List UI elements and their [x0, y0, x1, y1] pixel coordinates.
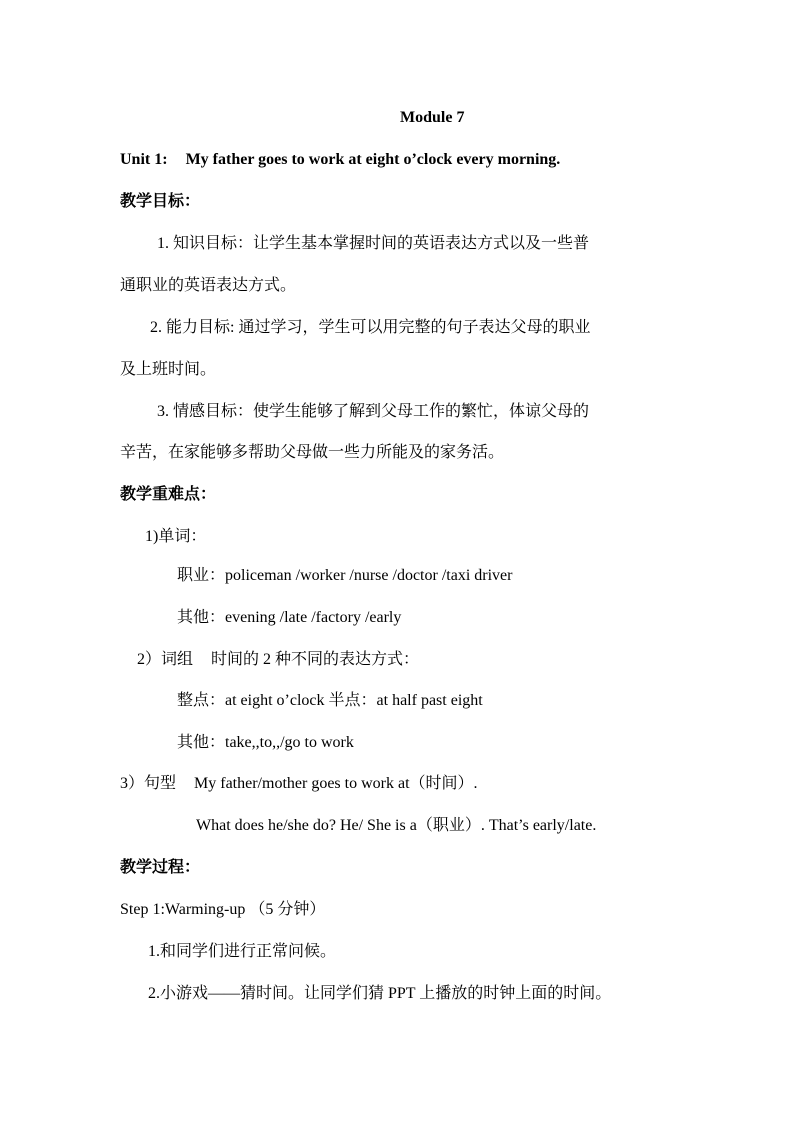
phrases-oclock: 整点：at eight o’clock 半点：at half past eight [177, 692, 483, 709]
phrases-text: 时间的 2 种不同的表达方式： [211, 651, 420, 668]
objective-knowledge-line-1: 1. 知识目标：让学生基本掌握时间的英语表达方式以及一些普 [157, 235, 590, 252]
objective-ability-line-2: 及上班时间。 [120, 361, 217, 378]
phrases-line [137, 650, 419, 670]
unit-label: Unit 1: [120, 151, 168, 168]
pattern-1: My father/mother goes to work at（时间）. [194, 775, 478, 792]
objective-emotion-line-1: 3. 情感目标：使学生能够了解到父母工作的繁忙，体谅父母的 [157, 403, 590, 420]
objective-emotion-line-2: 辛苦，在家能够多帮助父母做一些力所能及的家务活。 [120, 444, 505, 461]
patterns-line [120, 774, 478, 794]
objectives-heading: 教学目标： [120, 193, 201, 210]
patterns-label: 3）句型 [120, 775, 177, 792]
words-label: 1)单词： [145, 528, 207, 545]
unit-heading [120, 150, 560, 170]
phrases-label: 2）词组 [137, 651, 194, 668]
pattern-2: What does he/she do? He/ She is a（职业）. That’s early/late. [196, 817, 597, 834]
step-1-item-2: 2.小游戏——猜时间。让同学们猜 PPT 上播放的时钟上面的时间。 [148, 985, 612, 1002]
step-1-item-1: 1.和同学们进行正常问候。 [148, 943, 337, 960]
phrases-others: 其他：take,,to,,/go to work [177, 734, 354, 751]
objective-ability-line-1: 2. 能力目标: 通过学习，学生可以用完整的句子表达父母的职业 [150, 319, 591, 336]
step-1-heading: Step 1:Warming-up （5 分钟） [120, 901, 326, 918]
key-points-heading: 教学重难点： [120, 486, 217, 503]
process-heading: 教学过程： [120, 859, 201, 876]
words-others: 其他：evening /late /factory /early [177, 609, 402, 626]
words-jobs: 职业：policeman /worker /nurse /doctor /taxi driver [177, 567, 513, 584]
page-title: Module 7 [400, 109, 465, 126]
objective-knowledge-line-2: 通职业的英语表达方式。 [120, 277, 297, 294]
unit-title: My father goes to work at eight o’clock every morning. [185, 151, 561, 168]
